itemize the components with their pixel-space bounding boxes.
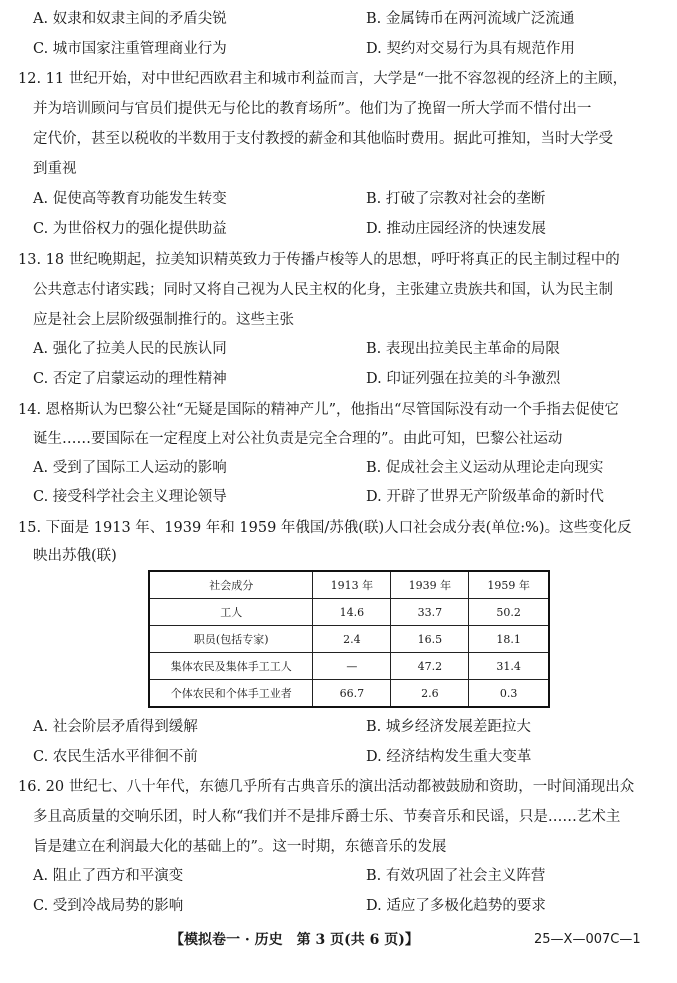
q16-stem-line-1: 16. 20 世纪七、八十年代，东德几乎所有古典音乐的演出活动都被鼓励和资助，一时间涌现出众 [18, 779, 635, 795]
q13-option-b: B. 表现出拉美民主革命的局限 [366, 341, 560, 357]
table-cell: 33.7 [391, 599, 469, 626]
table-cell: 职员(包括专家) [149, 626, 313, 653]
q14-option-a: A. 受到了国际工人运动的影响 [33, 460, 227, 476]
q16-stem-line-3: 旨是建立在利润最大化的基础上的”。这一时期，东德音乐的发展 [33, 839, 447, 855]
table-header-row [149, 571, 549, 599]
table-cell: 66.7 [313, 680, 391, 708]
q14-stem-line-1: 14. 恩格斯认为巴黎公社“无疑是国际的精神产儿”，他指出“尽管国际没有动一个手指去促使它 [18, 402, 619, 418]
q14-stem-line-2: 诞生……要国际在一定程度上对公社负责是完全合理的”。由此可知，巴黎公社运动 [33, 431, 563, 447]
q14-option-c: C. 接受科学社会主义理论领导 [33, 489, 227, 505]
table-row [149, 599, 549, 626]
q16-option-a: A. 阻止了西方和平演变 [33, 868, 184, 884]
table-cell: 集体农民及集体手工工人 [149, 653, 313, 680]
table-cell: 工人 [149, 599, 313, 626]
table-cell: 16.5 [391, 626, 469, 653]
paper-code: 25—X—007C—1 [534, 932, 641, 947]
q11-option-a: A. 奴隶和奴隶主间的矛盾尖锐 [33, 11, 227, 27]
q11-option-d: D. 契约对交易行为具有规范作用 [366, 41, 575, 57]
table-cell: — [313, 653, 391, 680]
q15-stem-line-2: 映出苏俄(联) [33, 548, 117, 564]
table-header: 1913 年 [313, 571, 391, 599]
table-cell: 个体农民和个体手工业者 [149, 680, 313, 708]
q13-option-d: D. 印证列强在拉美的斗争激烈 [366, 371, 561, 387]
q14-option-d: D. 开辟了世界无产阶级革命的新时代 [366, 489, 604, 505]
q12-option-b: B. 打破了宗教对社会的垄断 [366, 191, 546, 207]
q15-stem-line-1: 15. 下面是 1913 年、1939 年和 1959 年俄国/苏俄(联)人口社会成分表(单位:%)。这些变化反 [18, 520, 632, 536]
page-footer: 【模拟卷一 · 历史 第 3 页(共 6 页)】 [170, 932, 419, 948]
q12-stem-line-2: 并为培训顾问与官员们提供无与伦比的教育场所”。他们为了挽留一所大学而不惜付出一 [33, 101, 592, 117]
q16-option-d: D. 适应了多极化趋势的要求 [366, 898, 546, 914]
q15-option-c: C. 农民生活水平徘徊不前 [33, 749, 198, 765]
table-row [149, 626, 549, 653]
q15-option-b: B. 城乡经济发展差距拉大 [366, 719, 531, 735]
table-cell: 0.3 [469, 680, 549, 708]
q16-option-c: C. 受到冷战局势的影响 [33, 898, 184, 914]
population-table [148, 570, 550, 708]
q14-option-b: B. 促成社会主义运动从理论走向现实 [366, 460, 604, 476]
q13-stem-line-2: 公共意志付诸实践；同时又将自己视为人民主权的化身，主张建立贵族共和国，认为民主制 [33, 282, 613, 298]
q12-option-d: D. 推动庄园经济的快速发展 [366, 221, 546, 237]
q16-option-b: B. 有效巩固了社会主义阵营 [366, 868, 546, 884]
q11-option-b: B. 金属铸币在两河流域广泛流通 [366, 11, 575, 27]
table-cell: 14.6 [313, 599, 391, 626]
q12-stem-line-3: 定代价，甚至以税收的半数用于支付教授的薪金和其他临时费用。据此可推知，当时大学受 [33, 131, 613, 147]
q13-stem-line-3: 应是社会上层阶级强制推行的。这些主张 [33, 312, 294, 328]
table-row [149, 653, 549, 680]
table-cell: 47.2 [391, 653, 469, 680]
q12-stem-line-1: 12. 11 世纪开始，对中世纪西欧君主和城市利益而言，大学是“一批不容忽视的经济上的主顾， [18, 71, 628, 87]
q13-option-a: A. 强化了拉美人民的民族认同 [33, 341, 227, 357]
q13-stem-line-1: 13. 18 世纪晚期起，拉美知识精英致力于传播卢梭等人的思想，呼吁将真正的民主制过程中的 [18, 252, 620, 268]
q12-option-a: A. 促使高等教育功能发生转变 [33, 191, 227, 207]
table-header: 1939 年 [391, 571, 469, 599]
table-cell: 2.4 [313, 626, 391, 653]
q15-option-d: D. 经济结构发生重大变革 [366, 749, 532, 765]
q15-option-a: A. 社会阶层矛盾得到缓解 [33, 719, 198, 735]
table-header: 1959 年 [469, 571, 549, 599]
table-cell: 2.6 [391, 680, 469, 708]
table-cell: 18.1 [469, 626, 549, 653]
table-header: 社会成分 [149, 571, 313, 599]
q12-stem-line-4: 到重视 [33, 161, 77, 177]
q11-option-c: C. 城市国家注重管理商业行为 [33, 41, 227, 57]
q12-option-c: C. 为世俗权力的强化提供助益 [33, 221, 227, 237]
table-row [149, 680, 549, 708]
q16-stem-line-2: 多且高质量的交响乐团，时人称“我们并不是排斥爵士乐、节奏音乐和民谣，只是……艺术主 [33, 809, 621, 825]
table-cell: 50.2 [469, 599, 549, 626]
table-cell: 31.4 [469, 653, 549, 680]
q13-option-c: C. 否定了启蒙运动的理性精神 [33, 371, 227, 387]
